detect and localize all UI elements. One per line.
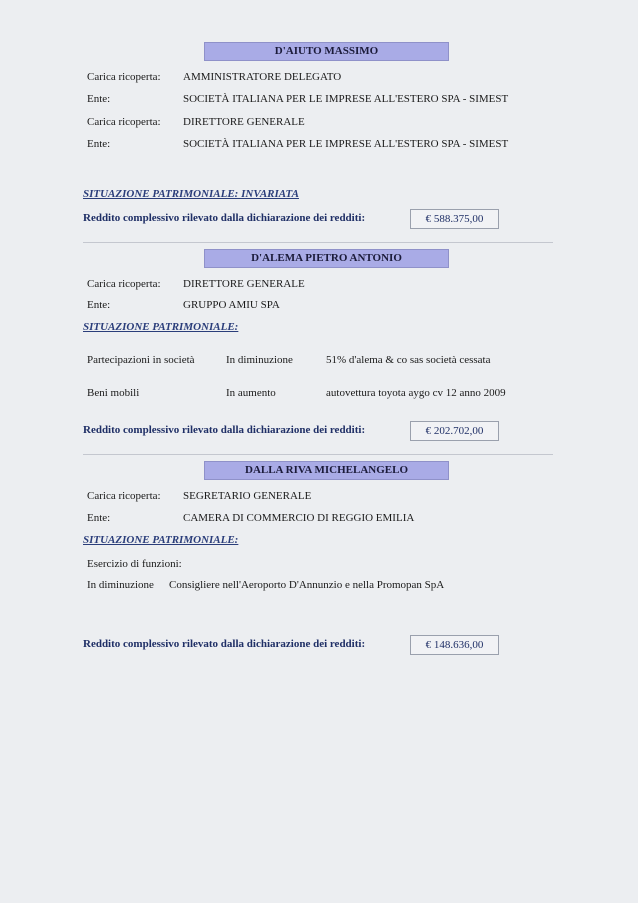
row-value: SOCIETÀ ITALIANA PER LE IMPRESE ALL'ESTERO SPA - SIMEST	[183, 138, 509, 150]
section-divider	[83, 242, 553, 243]
reddito-amount: € 148.636,00	[410, 635, 499, 655]
esercizio-label: Esercizio di funzioni:	[87, 558, 182, 570]
row-value: DIRETTORE GENERALE	[183, 116, 305, 128]
row-label: Ente:	[87, 138, 111, 150]
section-divider	[83, 454, 553, 455]
item-change: In aumento	[226, 387, 276, 399]
item-type: Beni mobili	[87, 387, 140, 399]
item-change: In diminuzione	[226, 354, 293, 366]
row-value: GRUPPO AMIU SPA	[183, 299, 280, 311]
reddito-amount: € 202.702,00	[410, 421, 499, 441]
row-value: AMMINISTRATORE DELEGATO	[183, 71, 342, 83]
row-value: SOCIETÀ ITALIANA PER LE IMPRESE ALL'ESTERO SPA - SIMEST	[183, 93, 509, 105]
item-description: Consigliere nell'Aeroporto D'Annunzio e nella Promopan SpA	[169, 579, 445, 591]
situazione-patrimoniale-title: SITUAZIONE PATRIMONIALE:	[83, 321, 239, 333]
row-value: CAMERA DI COMMERCIO DI REGGIO EMILIA	[183, 512, 415, 524]
person-name-header: D'ALEMA PIETRO ANTONIO	[204, 249, 449, 268]
row-label: Carica ricoperta:	[87, 116, 161, 128]
row-value: DIRETTORE GENERALE	[183, 278, 305, 290]
row-label: Carica ricoperta:	[87, 490, 161, 502]
item-description: autovettura toyota aygo cv 12 anno 2009	[326, 387, 506, 399]
row-label: Ente:	[87, 299, 111, 311]
item-description: 51% d'alema & co sas società cessata	[326, 354, 491, 366]
item-type: Partecipazioni in società	[87, 354, 195, 366]
person-name-header: DALLA RIVA MICHELANGELO	[204, 461, 449, 480]
row-label: Carica ricoperta:	[87, 278, 161, 290]
item-change: In diminuzione	[87, 579, 154, 591]
reddito-label: Reddito complessivo rilevato dalla dichiarazione dei redditi:	[83, 424, 366, 436]
reddito-label: Reddito complessivo rilevato dalla dichiarazione dei redditi:	[83, 212, 366, 224]
situazione-patrimoniale-title: SITUAZIONE PATRIMONIALE: INVARIATA	[83, 188, 299, 200]
row-label: Carica ricoperta:	[87, 71, 161, 83]
row-label: Ente:	[87, 93, 111, 105]
reddito-amount: € 588.375,00	[410, 209, 499, 229]
row-value: SEGRETARIO GENERALE	[183, 490, 312, 502]
row-label: Ente:	[87, 512, 111, 524]
reddito-label: Reddito complessivo rilevato dalla dichiarazione dei redditi:	[83, 638, 366, 650]
situazione-patrimoniale-title: SITUAZIONE PATRIMONIALE:	[83, 534, 239, 546]
person-name-header: D'AIUTO MASSIMO	[204, 42, 449, 61]
